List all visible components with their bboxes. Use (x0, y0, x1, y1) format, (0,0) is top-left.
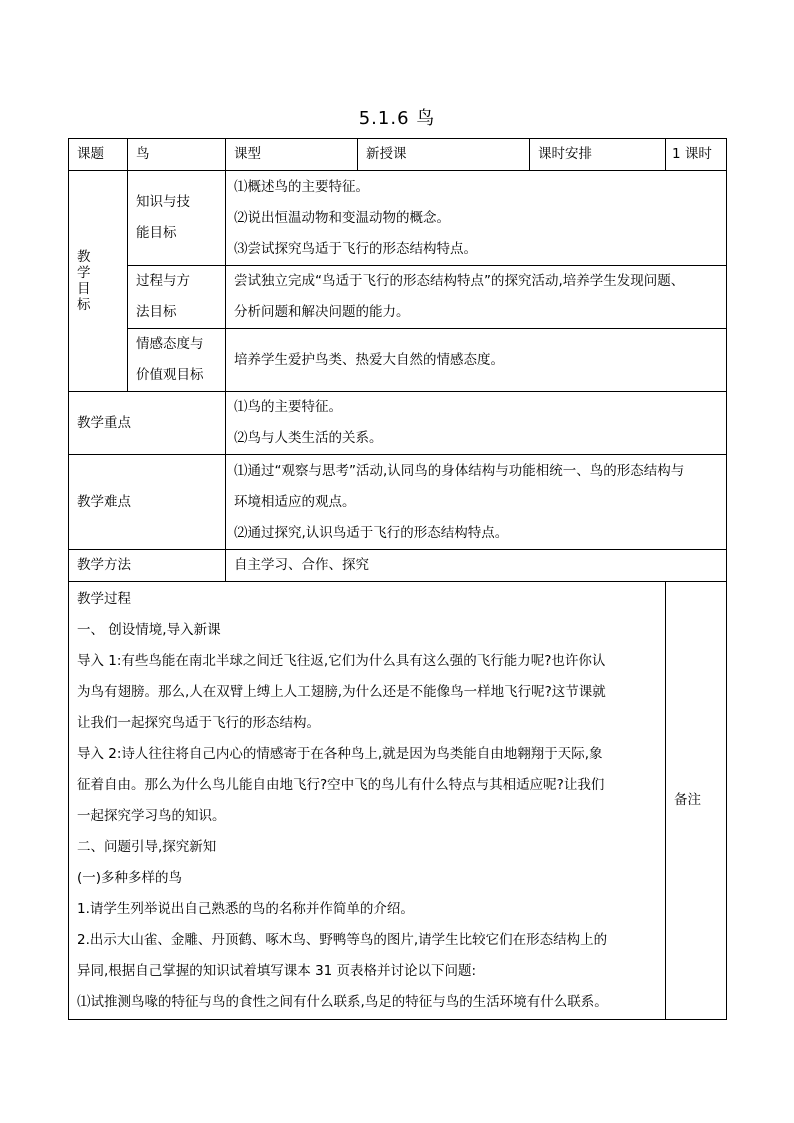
key-points-items: ⑴鸟的主要特征。 ⑵鸟与人类生活的关系。 (226, 392, 727, 455)
process-line: 为鸟有翅膀。那么,人在双臂上缚上人工翅膀,为什么还是不能像鸟一样地飞行呢?这节课就 (77, 684, 606, 700)
methods-label: 教学方法 (69, 550, 226, 582)
goals-label: 教 学 目 标 (69, 171, 128, 392)
difficulties-label: 教学难点 (69, 455, 226, 550)
key-points-row (69, 392, 727, 455)
topic-value: 鸟 (128, 139, 226, 171)
lesson-plan-table (68, 138, 727, 1020)
process-line: 二、问题引导,探究新知 (77, 839, 217, 855)
header-row (69, 139, 727, 171)
goals-knowledge-row (69, 171, 727, 266)
process-line: 导入 1:有些鸟能在南北半球之间迁飞往返,它们为什么具有这么强的飞行能力呢?也许你认 (77, 653, 606, 669)
methods-row (69, 550, 727, 582)
process-row (69, 582, 727, 1020)
process-line: 2.出示大山雀、金雕、丹顶鹤、啄木鸟、野鸭等鸟的图片,请学生比较它们在形态结构上的 (77, 932, 608, 948)
difficulties-text: ⑴通过“观察与思考”活动,认同鸟的身体结构与功能相统一、鸟的形态结构与 环境相适应的观点。 ⑵通过探究,认识鸟适于飞行的形态结构特点。 (226, 455, 727, 550)
process-goal-text: 尝试独立完成“鸟适于飞行的形态结构特点”的探究活动,培养学生发现问题、 分析问题和解决问题的能力。 (226, 266, 727, 329)
type-value: 新授课 (358, 139, 530, 171)
process-line: (一)多种多样的鸟 (77, 870, 183, 886)
process-line: 异同,根据自己掌握的知识试着填写课本 31 页表格并讨论以下问题: (77, 963, 477, 979)
hours-label: 课时安排 (530, 139, 666, 171)
notes-cell: 备注 (666, 582, 727, 1020)
topic-label: 课题 (69, 139, 128, 171)
process-line: 一、 创设情境,导入新课 (77, 622, 221, 638)
goals-emotion-row (69, 329, 727, 392)
methods-value: 自主学习、合作、探究 (226, 550, 727, 582)
difficulties-row (69, 455, 727, 550)
knowledge-items: ⑴概述鸟的主要特征。 ⑵说出恒温动物和变温动物的概念。 ⑶尝试探究鸟适于飞行的形态结构特点。 (226, 171, 727, 266)
process-line: 1.请学生列举说出自己熟悉的鸟的名称并作简单的介绍。 (77, 901, 414, 917)
process-goal-label: 过程与方 法目标 (128, 266, 226, 329)
process-line: 导入 2:诗人往往将自己内心的情感寄于在各种鸟上,就是因为鸟类能自由地翱翔于天际,象 (77, 746, 603, 762)
page-title: 5.1.6 鸟 (358, 108, 436, 129)
emotion-goal-label: 情感态度与 价值观目标 (128, 329, 226, 392)
process-line: 教学过程 (77, 591, 131, 607)
hours-value: 1 课时 (666, 139, 727, 171)
key-points-label: 教学重点 (69, 392, 226, 455)
type-label: 课型 (226, 139, 358, 171)
process-line: ⑴试推测鸟喙的特征与鸟的食性之间有什么联系,鸟足的特征与鸟的生活环境有什么联系。 (77, 994, 608, 1010)
knowledge-label: 知识与技 能目标 (128, 171, 226, 266)
process-line: 一起探究学习鸟的知识。 (77, 808, 226, 824)
goals-process-row (69, 266, 727, 329)
teaching-process (69, 582, 666, 1020)
process-line: 征着自由。那么为什么鸟儿能自由地飞行?空中飞的鸟儿有什么特点与其相适应呢?让我们 (77, 777, 605, 793)
process-line: 让我们一起探究鸟适于飞行的形态结构。 (77, 715, 320, 731)
emotion-goal-text: 培养学生爱护鸟类、热爱大自然的情感态度。 (226, 329, 727, 392)
